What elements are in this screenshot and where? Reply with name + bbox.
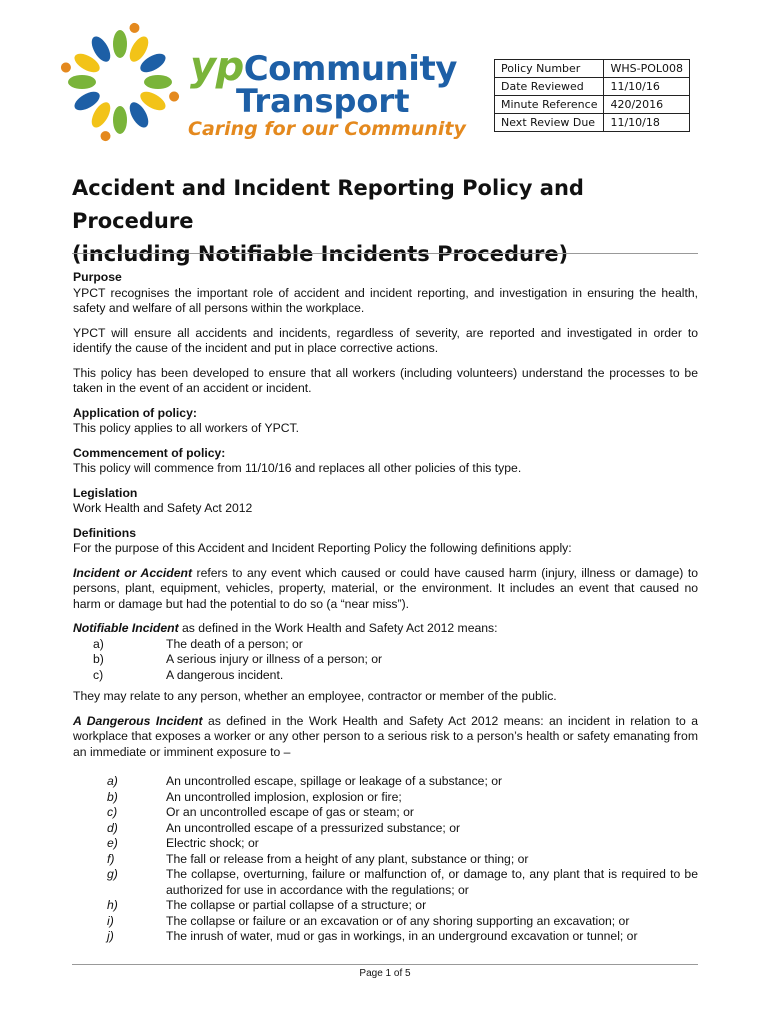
dangerous-list: [73, 774, 698, 945]
definitions-heading: Definitions: [73, 525, 136, 540]
list-item: j) The inrush of water, mud or gas in workings, in an underground excavation or tunnel; or: [107, 929, 638, 943]
list-item: b) An uncontrolled implosion, explosion or fire;: [107, 789, 402, 804]
policy-meta-table: [494, 59, 690, 132]
legislation-section: [73, 486, 698, 517]
application-heading: Application of policy:: [73, 405, 197, 420]
definitions-intro: For the purpose of this Accident and Incident Reporting Policy the following definitions apply:: [73, 541, 572, 555]
brand-tagline: Caring for our Community: [188, 118, 466, 140]
purpose-paragraph: YPCT will ensure all accidents and incidents, regardless of severity, are reported and investigated in order to identify the cause of the incident and put in place corrective actions.: [73, 325, 698, 355]
page-number: Page 1 of 5: [359, 968, 411, 979]
purpose-paragraph: YPCT recognises the important role of accident and incident reporting, and investigation in ensuring the health, safety and welfare of all persons within the workplace.: [73, 285, 698, 315]
list-item: a) An uncontrolled escape, spillage or leakage of a substance; or: [107, 774, 503, 788]
purpose-paragraph: This policy has been developed to ensure that all workers (including volunteers) understand the processes to be taken in the event of an accident or incident.: [73, 365, 698, 395]
purpose-heading: Purpose: [73, 270, 122, 284]
company-logo: [58, 20, 466, 150]
page-title: Accident and Incident Reporting Policy and Procedure (including Notifiable Incidents Procedure): [72, 176, 584, 266]
application-text: This policy applies to all workers of YPCT.: [73, 421, 300, 435]
table-row: Minute Reference 420/2016: [495, 96, 690, 114]
list-item: b) A serious injury or illness of a person; or: [93, 652, 383, 666]
definition-relate: They may relate to any person, whether an employee, contractor or member of the public.: [73, 689, 557, 703]
list-item: i) The collapse or failure or an excavation or of any shoring supporting an excavation; or: [107, 913, 630, 928]
title-divider: [72, 253, 698, 254]
document-body: [73, 270, 698, 951]
commencement-heading: Commencement of policy:: [73, 445, 226, 460]
definition-notifiable: Notifiable Incident as defined in the Work Health and Safety Act 2012 means:: [73, 621, 498, 635]
definitions-section: [73, 526, 698, 945]
brand-name: ypCommunity: [190, 44, 457, 90]
list-item: c) A dangerous incident.: [93, 667, 284, 682]
list-item: h) The collapse or partial collapse of a structure; or: [107, 898, 427, 912]
notifiable-list: [73, 637, 698, 684]
list-item: g) The collapse, overturning, failure or malfunction of, or damage to, any plant that is required to be authorized for use in accordance with the regulations; or: [107, 867, 698, 897]
list-item: f) The fall or release from a height of any plant, substance or thing; or: [107, 851, 529, 866]
commencement-text: This policy will commence from 11/10/16 and replaces all other policies of this type.: [73, 461, 522, 475]
definition-incident: Incident or Accident refers to any event which caused or could have caused harm (injury, illness or damage) to persons, plant, equipment, vehicles, property, material, or the environment. It includes an event that caused no harm or damage but had the potential to do so (a “near miss”).: [73, 565, 698, 611]
legislation-text: Work Health and Safety Act 2012: [73, 501, 253, 515]
sunburst-logo-icon: [58, 20, 188, 150]
footer-divider: [72, 964, 698, 965]
application-section: [73, 406, 698, 437]
legislation-heading: Legislation: [73, 485, 138, 500]
list-item: c) Or an uncontrolled escape of gas or steam; or: [107, 805, 414, 819]
list-item: d) An uncontrolled escape of a pressurized substance; or: [107, 820, 461, 835]
commencement-section: [73, 446, 698, 477]
table-row: Date Reviewed 11/10/16: [495, 78, 690, 96]
table-row: Policy Number WHS-POL008: [495, 60, 690, 78]
brand-name-transport: Transport: [236, 82, 410, 120]
purpose-section: [73, 270, 698, 397]
definition-dangerous: A Dangerous Incident as defined in the Work Health and Safety Act 2012 means: an incident in relation to a workplace that exposes a worker or any other person to a serious risk to a person’s health or safety emanating from an immediate or imminent exposure to –: [73, 713, 699, 759]
list-item: e) Electric shock; or: [107, 836, 259, 850]
list-item: a) The death of a person; or: [93, 636, 303, 651]
table-row: Next Review Due 11/10/18: [495, 114, 690, 132]
